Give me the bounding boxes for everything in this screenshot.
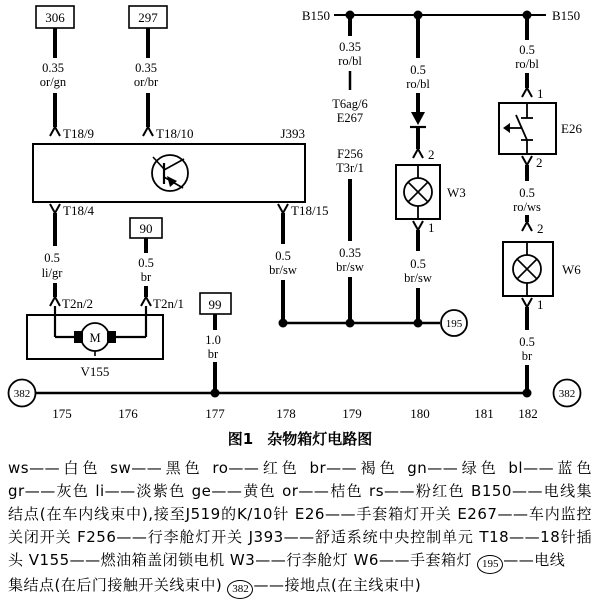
pin-fork-e26-2 xyxy=(522,156,532,181)
track-179: 179 xyxy=(342,406,362,421)
t3r-label: T3r/1 xyxy=(336,161,364,175)
motor-m-label: M xyxy=(89,331,101,345)
e26-switch-box xyxy=(499,103,556,154)
ground-bus xyxy=(9,380,581,407)
wire182b-gauge: 0.5 xyxy=(519,186,535,200)
pin-fork-w3-1 xyxy=(413,221,423,251)
track-178: 178 xyxy=(276,406,296,421)
legend-line-5-tail: ——电线 xyxy=(503,551,566,569)
terminal-297-label: 297 xyxy=(138,10,158,25)
wire182c-color: br xyxy=(521,349,533,363)
wire99-gauge: 1.0 xyxy=(205,333,221,347)
pin-t2n-1-label: T2n/1 xyxy=(153,296,185,311)
junction-rail-195 xyxy=(279,310,468,336)
pin-t18-4-label: T18/4 xyxy=(63,203,95,218)
w6-pin1-label: 1 xyxy=(537,297,544,312)
pin-fork-t18-9 xyxy=(50,127,60,136)
track-177: 177 xyxy=(205,406,225,421)
b150-bus xyxy=(334,11,546,20)
wire178-gauge: 0.5 xyxy=(275,249,291,263)
j393-control-unit-box xyxy=(33,144,305,202)
legend-line-5-text: 头 V155——燃油箱盖闭锁电机 W3——行李舱灯 W6——手套箱灯 xyxy=(8,551,478,569)
lamp-icon-w6 xyxy=(513,255,541,283)
circled-382: 382 xyxy=(227,580,253,599)
wire-297-to-j393 xyxy=(143,93,153,136)
v155-label: V155 xyxy=(80,364,110,379)
wire179a-color: ro/bl xyxy=(338,54,362,68)
terminal-306-label: 306 xyxy=(45,10,65,25)
track-182: 182 xyxy=(518,406,538,421)
w3-pin2-label: 2 xyxy=(428,147,435,162)
w6-label: W6 xyxy=(562,262,581,277)
wire-t184-color: li/gr xyxy=(41,266,63,280)
pin-fork-t18-15 xyxy=(278,204,288,244)
w3-label: W3 xyxy=(447,185,466,200)
legend-line-1: ws——白色 sw——黑色 ro——红色 br——褐色 gn——绿色 bl——蓝色 xyxy=(8,459,592,477)
legend-line-3: 结点(在车内线束中),接至J519的K/10针 E26——手套箱灯开关 E267——车内监控 xyxy=(8,505,592,523)
wire306-gauge: 0.35 xyxy=(42,61,64,75)
lamp-icon-w3 xyxy=(404,178,432,206)
v155-motor-box xyxy=(27,315,163,359)
figure-number: 图1 xyxy=(227,430,254,448)
switch-contact-icon xyxy=(503,103,533,154)
pin-t18-15-label: T18/15 xyxy=(291,203,329,218)
terminal-box-90 xyxy=(130,218,162,253)
pin-t18-10-label: T18/10 xyxy=(156,126,194,141)
wire-306-to-j393 xyxy=(50,93,60,136)
figure-title: 杂物箱灯电路图 xyxy=(267,430,373,448)
b150-label-right: B150 xyxy=(552,8,581,23)
w3-lamp-box xyxy=(396,165,440,219)
b150-label-left: B150 xyxy=(301,8,330,23)
wire182a-gauge: 0.5 xyxy=(519,43,535,57)
pin-fork-w3-2 xyxy=(413,149,423,158)
pin-t18-9-label: T18/9 xyxy=(63,126,95,141)
terminal-box-306 xyxy=(36,6,74,58)
wire-t184-gauge: 0.5 xyxy=(44,251,60,265)
legend-line-5 xyxy=(8,549,592,574)
pin-fork-t18-10 xyxy=(143,127,153,136)
legend-line-2: gr——灰色 li——淡紫色 ge——黄色 or——桔色 rs——粉红色 B150——电线集 xyxy=(8,482,592,500)
pin-fork-t18-4 xyxy=(50,204,60,246)
wire182b-color: ro/ws xyxy=(513,200,541,214)
w6-lamp-box xyxy=(503,242,553,296)
terminal-box-99 xyxy=(200,293,231,330)
wire180a-gauge: 0.5 xyxy=(410,63,426,77)
circled-195: 195 xyxy=(477,555,503,574)
t6ag-label: T6ag/6 xyxy=(332,97,368,111)
e26-label: E26 xyxy=(561,121,582,136)
legend-line-4: 关闭开关 F256——行李舱灯开关 J393——舒适系统中央控制单元 T18——18针插 xyxy=(8,528,592,546)
transistor-icon xyxy=(152,155,188,191)
wire180b-color: br/sw xyxy=(404,271,432,285)
wire297-color: or/br xyxy=(133,75,159,89)
terminal-99-label: 99 xyxy=(208,297,222,312)
e26-pin2-label: 2 xyxy=(536,155,543,170)
wire90-color: br xyxy=(140,270,152,284)
wire99-color: br xyxy=(207,347,219,361)
pin-fork-t2n-1 xyxy=(141,286,151,337)
wire180a-color: ro/bl xyxy=(406,77,430,91)
terminal-90-label: 90 xyxy=(139,221,153,236)
w6-pin2-label: 2 xyxy=(537,221,544,236)
legend-line-6 xyxy=(8,574,592,599)
terminal-box-297 xyxy=(129,6,167,58)
track-175: 175 xyxy=(52,406,72,421)
wire179b-color: br/sw xyxy=(336,260,364,274)
track-181: 181 xyxy=(474,406,494,421)
motor-icon xyxy=(74,323,116,356)
diode-icon xyxy=(410,93,426,149)
f256-label: F256 xyxy=(337,147,363,161)
pin-t2n-2-label: T2n/2 xyxy=(62,296,94,311)
wire306-color: or/gn xyxy=(39,75,67,89)
wire182c-gauge: 0.5 xyxy=(519,335,535,349)
pin-fork-e26-1 xyxy=(522,73,532,97)
j393-label: J393 xyxy=(280,126,305,141)
wire297-gauge: 0.35 xyxy=(135,61,157,75)
e267-label: E267 xyxy=(336,111,364,125)
pin-fork-w6-1 xyxy=(522,298,532,330)
junction-195-label: 195 xyxy=(445,318,463,330)
ground-382-left-label: 382 xyxy=(13,388,31,400)
wire90-gauge: 0.5 xyxy=(138,256,154,270)
track-176: 176 xyxy=(118,406,138,421)
pin-fork-t2n-2 xyxy=(50,283,60,337)
track-numbers xyxy=(52,406,538,421)
wire179a-gauge: 0.35 xyxy=(339,40,361,54)
legend-line-6-tail: ——接地点(在主线束中) xyxy=(253,576,422,594)
e26-pin1-label: 1 xyxy=(537,86,544,101)
wire178-color: br/sw xyxy=(269,263,297,277)
ground-382-right-label: 382 xyxy=(558,388,576,400)
wire179b-gauge: 0.35 xyxy=(339,246,361,260)
track-180: 180 xyxy=(410,406,430,421)
legend-text xyxy=(8,457,592,599)
figure-caption xyxy=(0,428,600,449)
legend-line-6-text: 集结点(在后门接触开关线束中) xyxy=(8,576,228,594)
pin-fork-w6-2 xyxy=(522,215,532,231)
wire182a-color: ro/bl xyxy=(515,57,539,71)
wire180b-gauge: 0.5 xyxy=(410,257,426,271)
w3-pin1-label: 1 xyxy=(428,220,435,235)
